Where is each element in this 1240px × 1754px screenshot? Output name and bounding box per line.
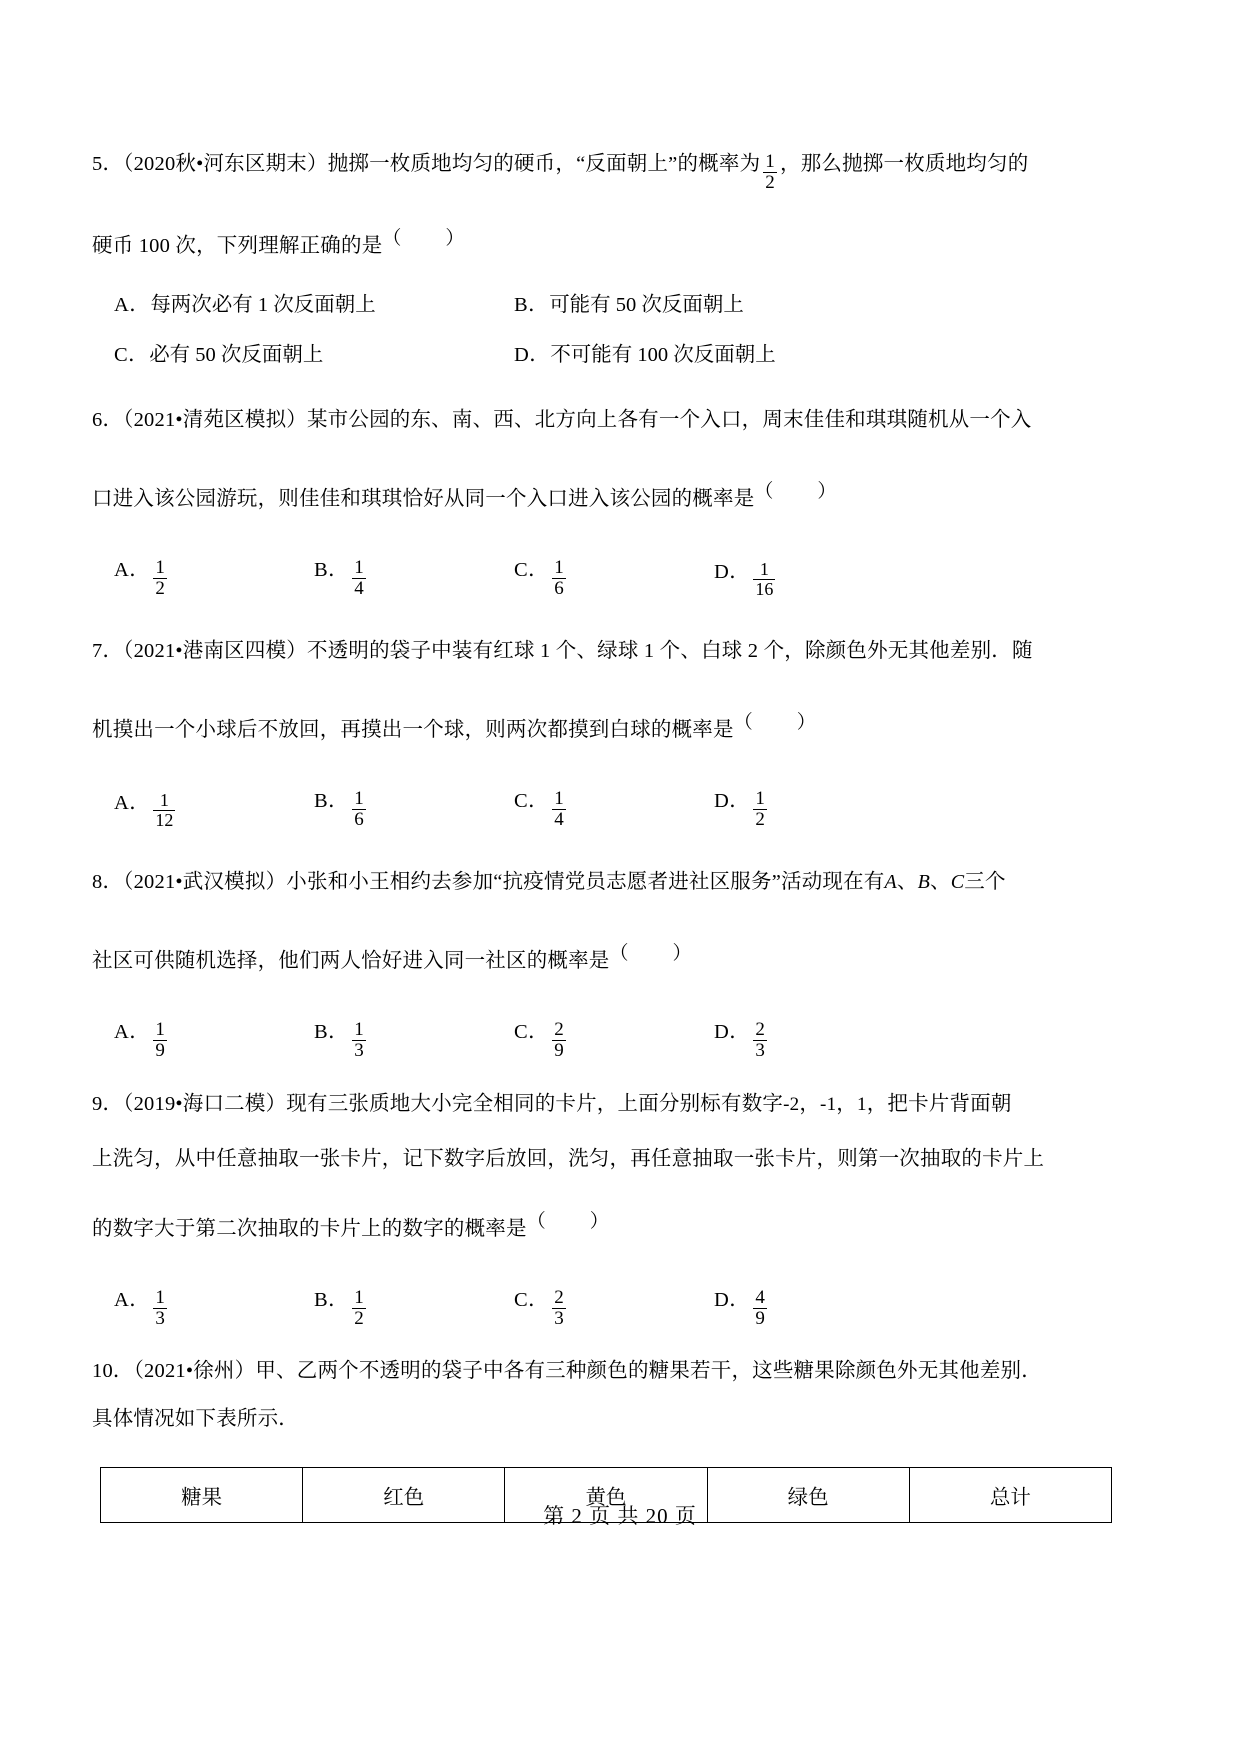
question-9-option-d[interactable]: D． $\frac{4}{9}$	[714, 1286, 765, 1329]
question-8-line-2	[92, 918, 1148, 997]
question-8-var-c: C	[950, 870, 965, 893]
question-7-option-a-fraction: $\frac{1}{12}$	[155, 789, 174, 830]
question-7-source: （2021•港南区四模）	[123, 639, 307, 662]
question-8-var-a: A	[884, 870, 897, 893]
question-9-card-2: -1	[820, 1093, 837, 1115]
question-10-line-2	[92, 1397, 1148, 1441]
question-8-line-1: 8．（2021•武汉模拟）小张和小王相约去参加“抗疫情党员志愿者进社区服务”活动现在有A、B、C三个	[92, 870, 1006, 893]
question-7-line-2-text: 机摸出一个小球后不放回，再摸出一个球，则两次都摸到白球的概率是	[92, 718, 734, 741]
question-7-line-1	[92, 615, 1148, 687]
question-8-line-2-text: 社区可供随机选择，他们两人恰好进入同一社区的概率是	[92, 949, 610, 972]
question-6-options	[92, 535, 1102, 609]
question-8-number: 8．	[92, 870, 124, 893]
question-5-source: （2020秋•河东区期末）	[123, 153, 328, 175]
question-10-line-2-text: 具体情况如下表所示．	[92, 1407, 299, 1430]
question-8-answer-blank[interactable]: （ ）	[609, 942, 694, 964]
question-9-option-d-fraction: $\frac{4}{9}$	[755, 1286, 765, 1329]
question-9-number: 9．	[92, 1092, 124, 1115]
page-content	[92, 128, 1148, 1529]
question-7-options	[92, 766, 1102, 840]
question-9-source: （2019•海口二模）	[123, 1092, 287, 1115]
question-5-option-b[interactable]: B．可能有 50 次反面朝上	[514, 293, 744, 316]
table-header-yellow: 黄色	[505, 1467, 707, 1522]
question-6	[92, 384, 1148, 609]
question-8-option-a[interactable]: A． $\frac{1}{9}$	[114, 1018, 165, 1061]
question-10	[92, 1345, 1148, 1523]
question-8-source: （2021•武汉模拟）	[123, 870, 287, 893]
question-8-option-c-fraction: $\frac{2}{9}$	[554, 1018, 564, 1061]
question-7-option-b[interactable]: B． $\frac{1}{6}$	[314, 787, 364, 830]
question-9-text-before: 现有三张质地大小完全相同的卡片，上面分别标有数字	[286, 1092, 784, 1115]
question-7-line-2	[92, 687, 1148, 766]
question-9-line-2	[92, 1132, 1148, 1186]
question-6-answer-blank[interactable]: （ ）	[754, 480, 839, 502]
question-8-options	[92, 997, 1102, 1071]
question-6-option-c-fraction: $\frac{1}{6}$	[554, 556, 564, 599]
question-8-option-b[interactable]: B． $\frac{1}{3}$	[314, 1018, 364, 1061]
question-10-line-1-text: 甲、乙两个不透明的袋子中各有三种颜色的糖果若干，这些糖果除颜色外无其他差别．	[255, 1359, 1042, 1382]
question-7-line-1-text: 不透明的袋子中装有红球 1 个、绿球 1 个、白球 2 个，除颜色外无其他差别．随	[306, 639, 1033, 662]
question-5-options-row-2	[92, 332, 1102, 378]
question-5-line-1	[92, 128, 1148, 203]
question-8-text-before: 小张和小王相约去参加“抗疫情党员志愿者进社区服务”活动现在有	[286, 870, 885, 893]
question-9-option-b[interactable]: B． $\frac{1}{2}$	[314, 1286, 364, 1329]
question-10-source: （2021•徐州）	[133, 1359, 256, 1382]
question-9-line-3	[92, 1186, 1148, 1265]
question-5-options-row-1	[92, 282, 1102, 328]
question-5-line-2-text: 硬币 100 次，下列理解正确的是	[92, 234, 383, 257]
question-9-line-3-text: 的数字大于第二次抽取的卡片上的数字的概率是	[92, 1217, 527, 1240]
question-6-line-1-text: 某市公园的东、南、西、北方向上各有一个入口，周末佳佳和琪琪随机从一个入	[306, 408, 1032, 431]
question-9-option-c[interactable]: C． $\frac{2}{3}$	[514, 1286, 564, 1329]
question-6-line-2-text: 口进入该公园游玩，则佳佳和琪琪恰好从同一个入口进入该公园的概率是	[92, 487, 755, 510]
question-5-line-2	[92, 203, 1148, 282]
question-6-option-b[interactable]: B． $\frac{1}{4}$	[314, 556, 364, 599]
table-header-total: 总计	[909, 1467, 1111, 1522]
question-5-answer-blank[interactable]: （ ）	[382, 227, 467, 249]
question-6-option-d-fraction: $\frac{1}{16}$	[755, 558, 774, 599]
question-5-number: 5．	[92, 153, 124, 175]
question-8-text-after: 三个	[964, 870, 1006, 893]
question-6-number: 6．	[92, 408, 124, 431]
question-7	[92, 615, 1148, 840]
question-8-option-a-fraction: $\frac{1}{9}$	[155, 1018, 165, 1061]
question-8-option-c[interactable]: C． $\frac{2}{9}$	[514, 1018, 564, 1061]
question-6-line-1	[92, 384, 1148, 456]
question-9-option-c-fraction: $\frac{2}{3}$	[554, 1286, 564, 1329]
question-7-number: 7．	[92, 639, 124, 662]
question-9-card-1: -2	[783, 1093, 800, 1115]
table-header-red: 红色	[303, 1467, 505, 1522]
question-5	[92, 128, 1148, 378]
question-6-option-d[interactable]: D． $\frac{1}{16}$	[714, 558, 774, 599]
question-6-option-c[interactable]: C． $\frac{1}{6}$	[514, 556, 564, 599]
question-9-option-a[interactable]: A． $\frac{1}{3}$	[114, 1286, 165, 1329]
question-9	[92, 1077, 1148, 1339]
question-9-option-a-fraction: $\frac{1}{3}$	[155, 1286, 165, 1329]
table-header-candy: 糖果	[101, 1467, 303, 1522]
question-8-var-b: B	[917, 870, 931, 893]
question-6-option-a[interactable]: A． $\frac{1}{2}$	[114, 556, 165, 599]
question-7-option-d[interactable]: D． $\frac{1}{2}$	[714, 787, 765, 830]
table-header-green: 绿色	[707, 1467, 909, 1522]
question-10-number: 10．	[92, 1359, 134, 1382]
question-10-line-1	[92, 1345, 1148, 1397]
question-7-option-d-fraction: $\frac{1}{2}$	[755, 787, 765, 830]
question-5-option-d[interactable]: D．不可能有 100 次反面朝上	[514, 343, 776, 366]
question-6-option-a-fraction: $\frac{1}{2}$	[155, 556, 165, 599]
question-5-text-after: ，那么抛掷一枚质地均匀的	[780, 153, 1029, 175]
question-7-option-c-fraction: $\frac{1}{4}$	[554, 787, 564, 830]
question-6-line-2	[92, 456, 1148, 535]
question-8-option-b-fraction: $\frac{1}{3}$	[354, 1018, 364, 1061]
question-8-option-d[interactable]: D． $\frac{2}{3}$	[714, 1018, 765, 1061]
question-6-source: （2021•清苑区模拟）	[123, 408, 307, 431]
question-5-text-before: 抛掷一枚质地均匀的硬币，“反面朝上”的概率为	[327, 153, 761, 175]
question-5-option-c[interactable]: C．必有 50 次反面朝上	[114, 343, 324, 366]
question-8-option-d-fraction: $\frac{2}{3}$	[755, 1018, 765, 1061]
question-7-answer-blank[interactable]: （ ）	[733, 711, 818, 733]
question-9-card-3: 1	[856, 1093, 867, 1115]
question-9-line-2-text: 上洗匀，从中任意抽取一张卡片，记下数字后放回，洗匀，再任意抽取一张卡片，则第一次抽取的卡片上	[92, 1147, 1045, 1170]
question-9-line-1: 9．（2019•海口二模）现有三张质地大小完全相同的卡片，上面分别标有数字-2，-1，1，把卡片背面朝	[92, 1092, 1012, 1115]
question-9-options	[92, 1265, 1102, 1339]
question-5-fraction: $\frac{1}{2}$	[765, 150, 775, 193]
question-9-option-b-fraction: $\frac{1}{2}$	[354, 1286, 364, 1329]
question-7-option-a[interactable]: A． $\frac{1}{12}$	[114, 789, 174, 830]
page-footer: 第 2 页 共 20 页	[543, 1504, 697, 1528]
question-9-text-after: ，把卡片背面朝	[866, 1092, 1012, 1115]
question-5-option-a[interactable]: A．每两次必有 1 次反面朝上	[114, 293, 376, 316]
question-7-option-b-fraction: $\frac{1}{6}$	[354, 787, 364, 830]
question-7-option-c[interactable]: C． $\frac{1}{4}$	[514, 787, 564, 830]
question-9-answer-blank[interactable]: （ ）	[526, 1210, 611, 1232]
question-6-option-b-fraction: $\frac{1}{4}$	[354, 556, 364, 599]
question-8	[92, 846, 1148, 1071]
